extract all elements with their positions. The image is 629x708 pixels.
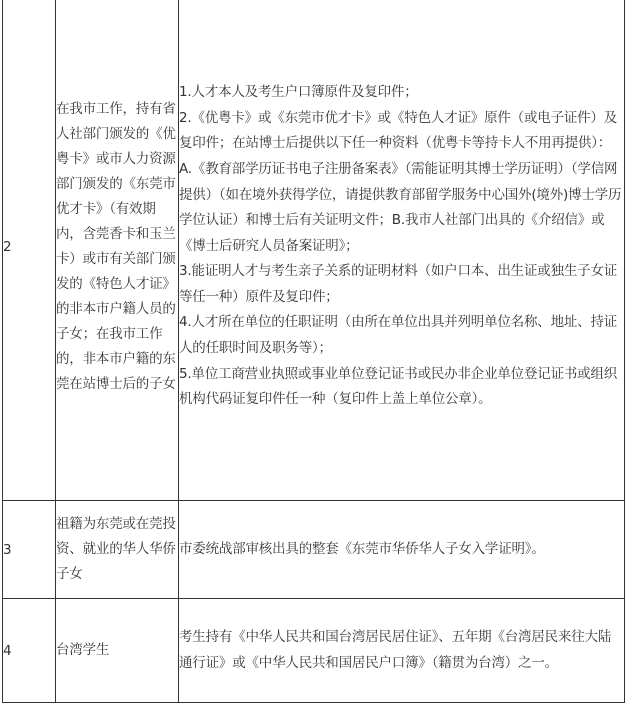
eligibility-table (2, 0, 625, 703)
table-row (3, 0, 625, 501)
required-documents (179, 599, 625, 703)
applicant-condition: 祖籍为东莞或在莞投资、就业的华人华侨子女 (56, 501, 179, 599)
document-item: 市委统战部审核出具的整套《东莞市华侨华人子女入学证明》。 (179, 540, 545, 557)
document-item: 4.人才所在单位的任职证明（由所在单位出具并列明单位名称、地址、持证人的任职时间及职务等）； (179, 314, 618, 357)
required-documents (179, 501, 625, 599)
required-documents (179, 0, 625, 501)
table-row (3, 501, 625, 599)
document-item: 考生持有《中华人民共和国台湾居民居住证》、五年期《台湾居民来往大陆通行证》或《中华人民共和国居民户口簿》（籍贯为台湾）之一。 (179, 628, 612, 671)
document-item: 3.能证明人才与考生亲子关系的证明材料（如户口本、出生证或独生子女证等任一种）原件及复印件； (179, 263, 618, 305)
document-item: 2.《优粤卡》或《东莞市优才卡》或《特色人才证》原件（或电子证件）及复印件；在站博士后提供以下任一种资料（优粤卡等持卡人不用再提供）：A.《教育部学历证书电子注册备案表》（需能证明其博士学历证明）（学信网提供）（如在境外获得学位，请提供教育部留学服务中心国外(境外)博士学历学位认证）和博士后有关证明文件；B.我市人社部门出具的《介绍信》或《博士后研究人员备案证明》； (179, 109, 622, 254)
applicant-condition: 台湾学生 (56, 599, 179, 703)
row-number: 3 (3, 501, 56, 599)
document-item: 1.人才本人及考生户口簿原件及复印件； (179, 84, 418, 101)
document-item: 5.单位工商营业执照或事业单位登记证书或民办非企业单位登记证书或组织机构代码证复印件任一种（复印件上盖上单位公章）。 (179, 365, 618, 408)
table-row (3, 599, 625, 703)
applicant-condition: 在我市工作，持有省人社部门颁发的《优粤卡》或市人力资源部门颁发的《东莞市优才卡》（有效期内，含莞香卡和玉兰卡）或市有关部门颁发的《特色人才证》的非本市户籍人员的子女；在我市工作的，非本市户籍的东莞在站博士后的子女 (56, 0, 179, 501)
row-number: 4 (3, 599, 56, 703)
row-number: 2 (3, 0, 56, 501)
